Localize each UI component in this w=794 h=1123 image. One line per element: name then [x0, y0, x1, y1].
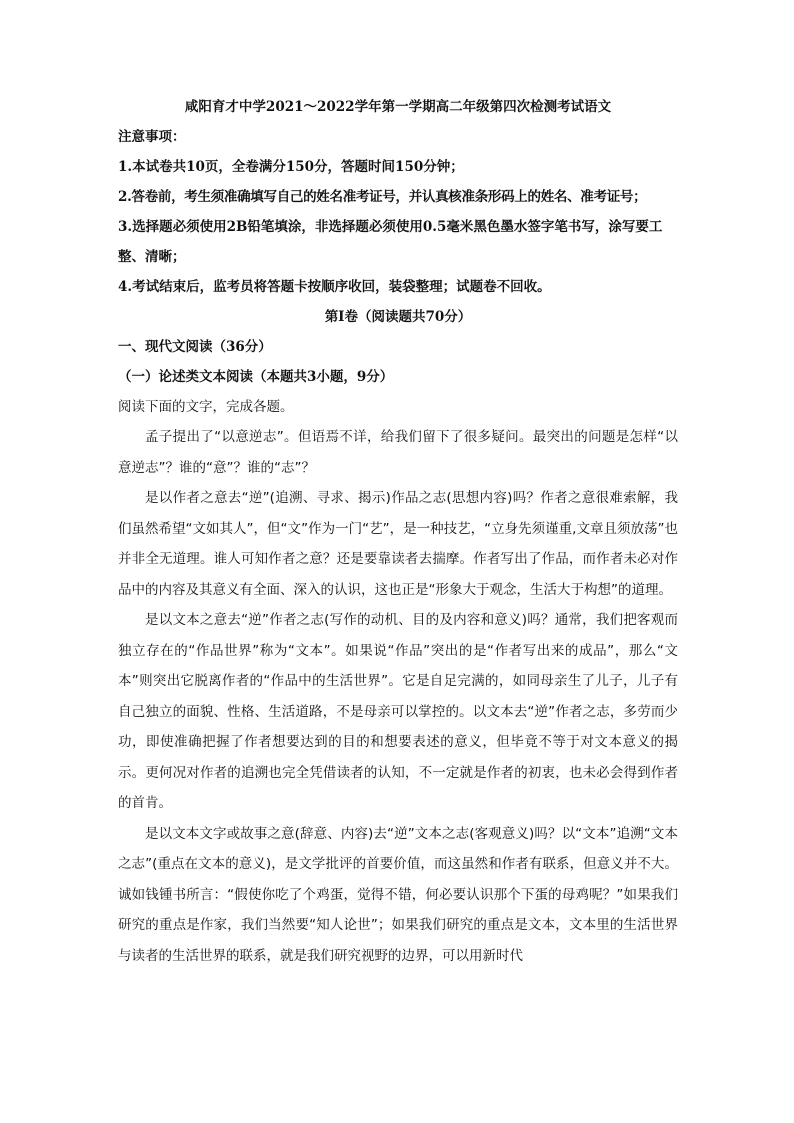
volume-title: 第Ⅰ卷（阅读题共70分） [324, 309, 472, 325]
article-paragraph-4: 是以文本文字或故事之意(辞意、内容)去“逆”文本之志(客观意义)吗？以“文本”追溯“文本之志”(重点在文本的意义)，是文学批评的首要价值，而这虽然和作者有联系，但意义并不大。诚如钱锺书所言：“假使你吃了个鸡蛋，觉得不错，何必要认识那个下蛋的母鸡呢？”如果我们研究的重点是作家，我们当然要“知人论世”；如果我们研究的重点是文本，文本里的生活世界与读者的生活世界的联系，就是我们研究视野的边界，可以用新时代 [118, 825, 678, 964]
notice-heading: 注意事项： [118, 129, 186, 145]
notice-item-1: 1.本试卷共10页，全卷满分150分，答题时间150分钟； [118, 159, 464, 175]
article-paragraph-2: 是以作者之意去“逆”(追溯、寻求、揭示)作品之志(思想内容)吗？作者之意很难索解，我们虽然希望“文如其人”，但“文”作为一门“艺”，是一种技艺，“立身先须谨重,文章且须放荡”也并非全无道理。谁人可知作者之意？还是要靠读者去揣摩。作者写出了作品，而作者未必对作品中的内容及其意义有全面、深入的认识，这也正是“形象大于观念，生活大于构想”的道理。 [118, 490, 678, 598]
part-one-heading: 一、现代文阅读（36分） [118, 339, 272, 355]
notice-item-3: 3.选择题必须使用2B铅笔填涂，非选择题必须使用0.5毫米黑色墨水签字笔书写，涂写要工整、清晰； [118, 219, 663, 265]
sub-one-heading: （一）论述类文本阅读（本题共3小题，9分） [118, 369, 394, 385]
exam-title: 咸阳育才中学2021～2022学年第一学期高二年级第四次检测考试语文 [184, 99, 612, 115]
reading-instruction: 阅读下面的文字，完成各题。 [118, 399, 294, 415]
notice-item-2: 2.答卷前，考生须准确填写自己的姓名准考证号，并认真核准条形码上的姓名、准考证号； [118, 189, 647, 205]
exam-page [118, 92, 678, 971]
notice-item-4: 4.考试结束后，监考员将答题卡按顺序收回，装袋整理；试题卷不回收。 [118, 279, 551, 295]
article-paragraph-3: 是以文本之意去“逆”作者之志(写作的动机、目的及内容和意义)吗？通常，我们把客观而独立存在的“作品世界”称为“文本”。如果说“作品”突出的是“作者写出来的成品”，那么“文本”则突出它脱离作者的“作品中的生活世界”。它是自足完满的，如同母亲生了儿子，儿子有自己独立的面貌、性格、生活道路，不是母亲可以掌控的。以文本去“逆”作者之志，多劳而少功，即使准确把握了作者想要达到的目的和想要表述的意义，但毕竟不等于对文本意义的揭示。更何况对作者的追溯也完全凭借读者的认知，不一定就是作者的初衷，也未必会得到作者的首肯。 [118, 612, 678, 811]
article-paragraph-1: 孟子提出了“以意逆志”。但语焉不详，给我们留下了很多疑问。最突出的问题是怎样“以意逆志”？谁的“意”？谁的“志”？ [118, 429, 678, 476]
